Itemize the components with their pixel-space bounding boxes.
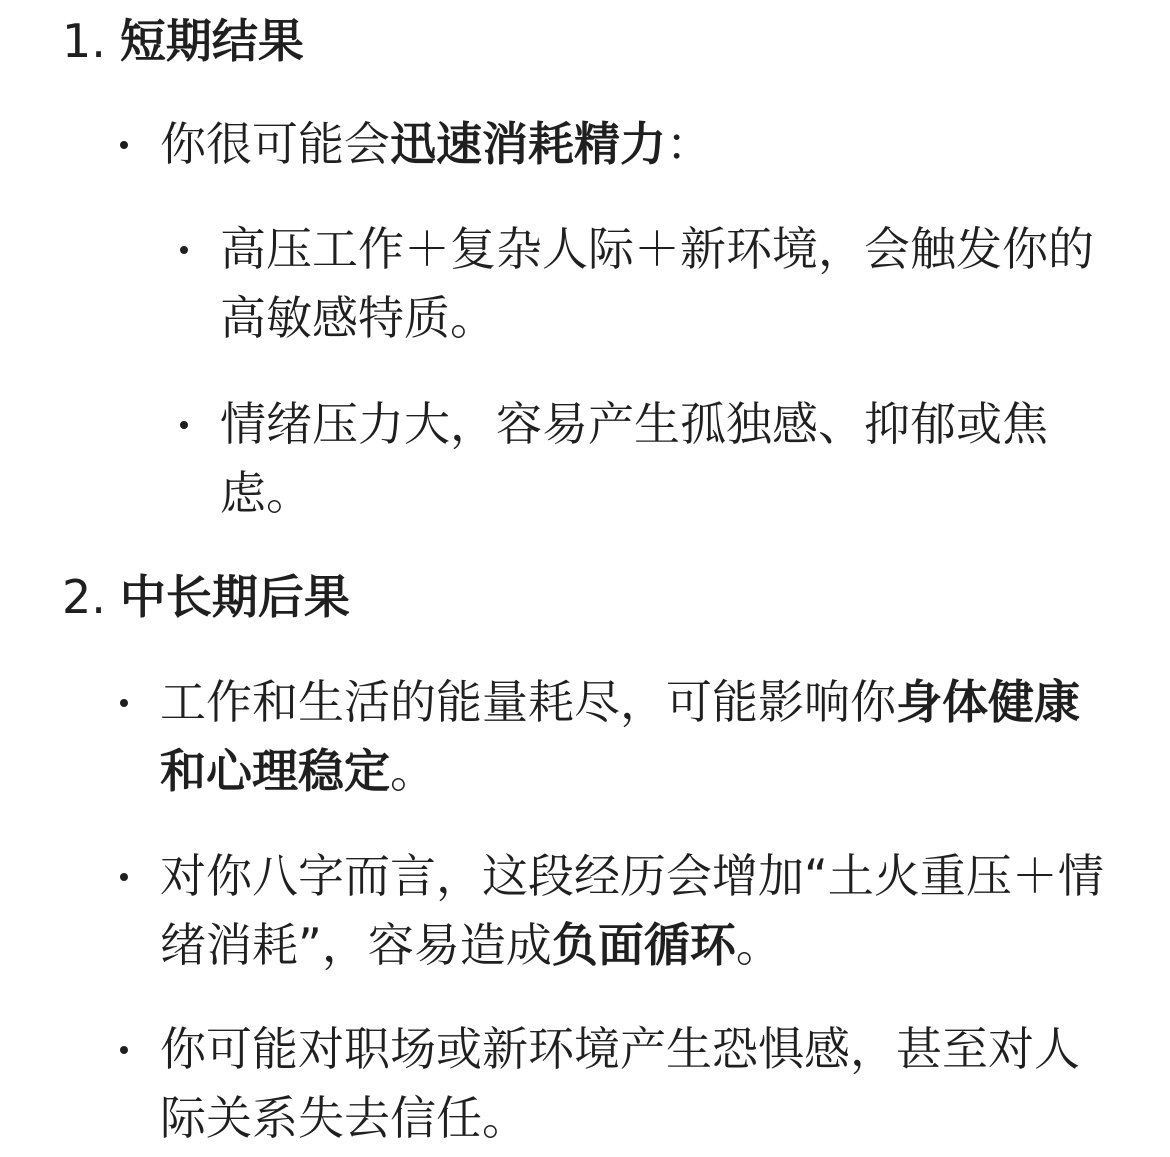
list-item-text — [160, 110, 1110, 179]
list-item-text-bold: 负面循环 — [551, 918, 736, 972]
list-item-text-plain: 你可能对职场或新环境产生恐惧感，甚至对人际关系失去信任。 — [160, 1022, 1080, 1145]
list-item-text — [160, 1015, 1110, 1153]
list-item-text-bold: 迅速消耗精力 — [390, 117, 666, 171]
section-heading-long-term — [62, 562, 350, 632]
sub-list-item-text: 高压工作＋复杂人际＋新环境，会触发你的高敏感特质。 — [220, 222, 1094, 345]
bullet-dot-icon — [120, 141, 128, 149]
list-item — [160, 668, 1110, 806]
section-title: 短期结果 — [119, 14, 304, 68]
bullet-dot-icon — [120, 699, 128, 707]
section-title: 中长期后果 — [119, 570, 350, 624]
bullet-dot-icon — [180, 421, 188, 429]
list-item-text-plain: 对你八字而言，这段经历会增加“土火重压＋情绪消耗”，容易造成 — [160, 849, 1104, 972]
section-heading-short-term — [62, 6, 304, 76]
bullet-dot-icon — [120, 873, 128, 881]
list-item — [160, 842, 1110, 980]
section-number: 1. — [62, 14, 106, 68]
list-item-text — [160, 668, 1110, 806]
list-item-text-plain: 工作和生活的能量耗尽，可能影响你 — [160, 675, 896, 729]
list-item — [160, 1015, 1110, 1153]
list-item-text-plain: 。 — [390, 744, 436, 798]
section-number: 2. — [62, 570, 106, 624]
list-item-text-bold: 身体健康和心理稳定 — [160, 675, 1080, 798]
bullet-dot-icon — [120, 1046, 128, 1054]
list-item-text — [160, 842, 1110, 980]
list-item-text-plain: 你很可能会 — [160, 117, 390, 171]
sub-list-item-text: 情绪压力大，容易产生孤独感、抑郁或焦虑。 — [220, 397, 1048, 520]
sub-list-item — [220, 390, 1110, 528]
list-item-text-plain: 。 — [735, 918, 782, 972]
bullet-dot-icon — [180, 246, 188, 254]
list-item — [160, 110, 1110, 179]
list-item-text-plain: ： — [666, 117, 712, 171]
sub-list-item — [220, 215, 1110, 353]
